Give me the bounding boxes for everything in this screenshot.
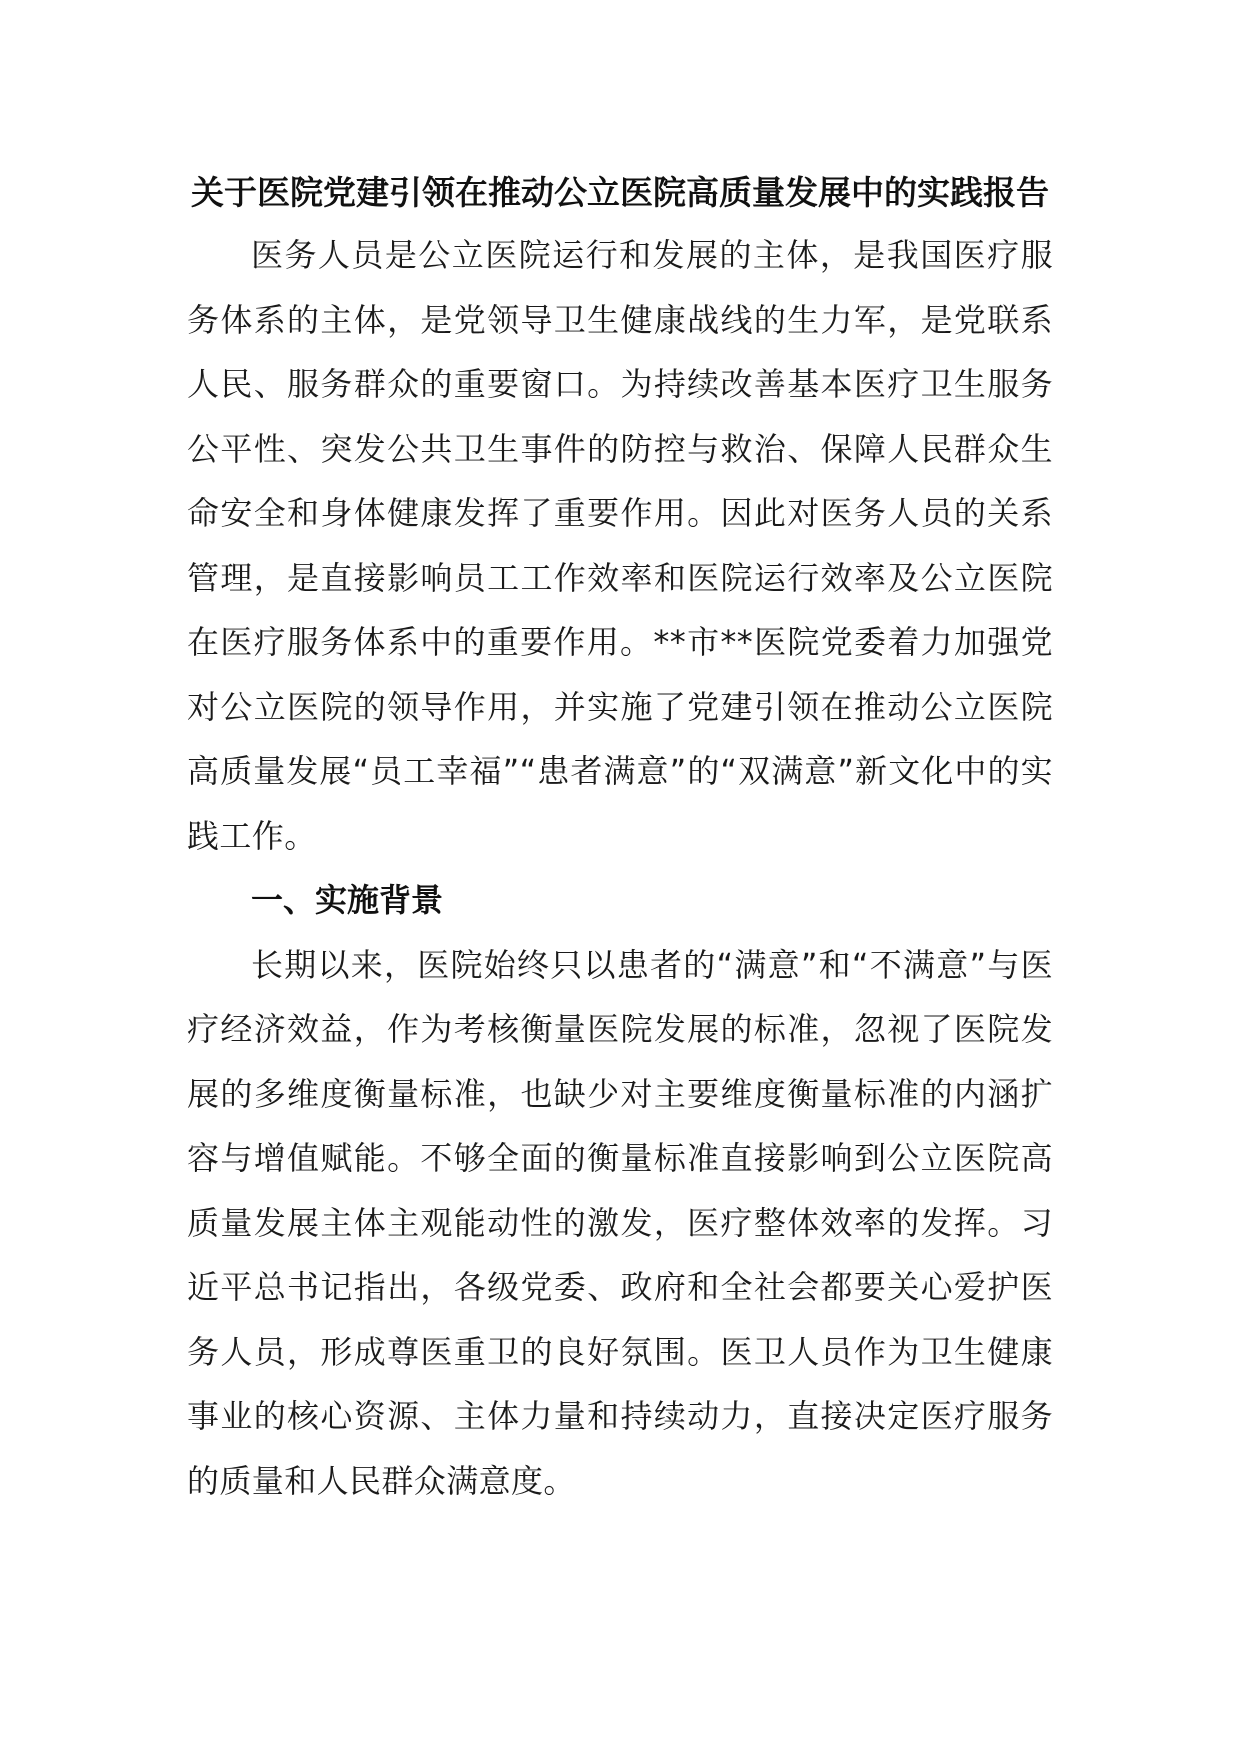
- background-paragraph: 长期以来，医院始终只以患者的“满意”和“不满意”与医疗经济效益，作为考核衡量医院发展的标准，忽视了医院发展的多维度衡量标准，也缺少对主要维度衡量标准的内涵扩容与增值赋能。不够全面的衡量标准直接影响到公立医院高质量发展主体主观能动性的激发，医疗整体效率的发挥。习近平总书记指出，各级党委、政府和全社会都要关心爱护医务人员，形成尊医重卫的良好氛围。医卫人员作为卫生健康事业的核心资源、主体力量和持续动力，直接决定医疗服务的质量和人民群众满意度。: [187, 945, 1053, 1500]
- intro-paragraph: 医务人员是公立医院运行和发展的主体，是我国医疗服务体系的主体，是党领导卫生健康战线的生力军，是党联系人民、服务群众的重要窗口。为持续改善基本医疗卫生服务公平性、突发公共卫生事件的防控与救治、保障人民群众生命安全和身体健康发挥了重要作用。因此对医务人员的关系管理，是直接影响员工工作效率和医院运行效率及公立医院在医疗服务体系中的重要作用。**市**医院党委着力加强党对公立医院的领导作用，并实施了党建引领在推动公立医院高质量发展“员工幸福”“患者满意”的“双满意”新文化中的实践工作。: [187, 236, 1053, 855]
- document-body: [187, 162, 1053, 1513]
- section-heading-background: 一、实施背景: [251, 881, 444, 919]
- document-title: 关于医院党建引领在推动公立医院高质量发展中的实践报告: [191, 173, 1049, 212]
